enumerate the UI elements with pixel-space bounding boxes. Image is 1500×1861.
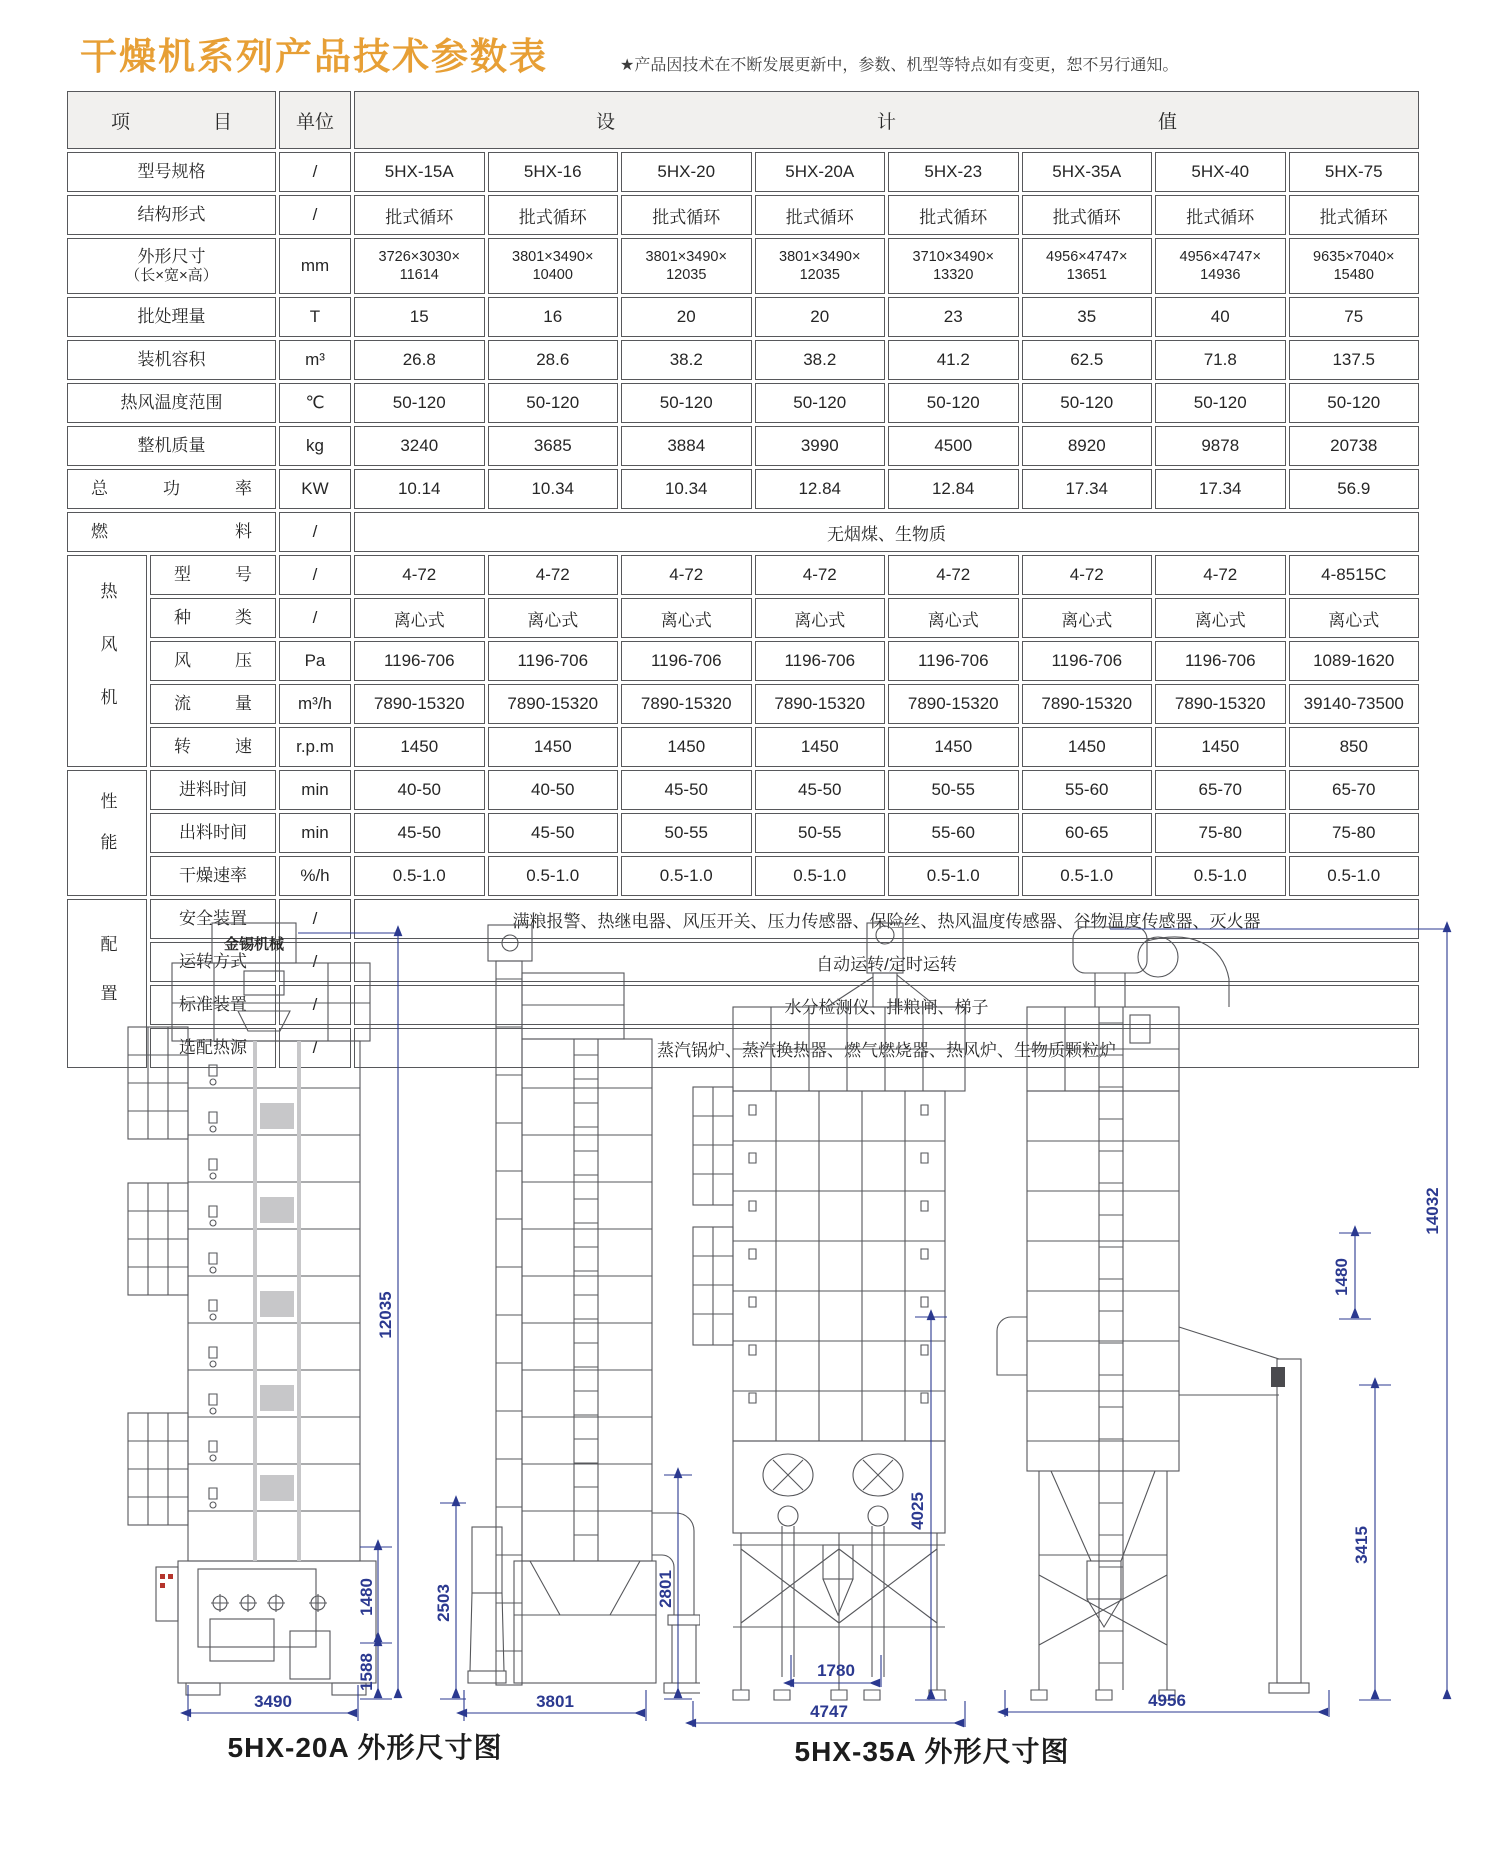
- span-value-cell: 满粮报警、热继电器、风压开关、压力传感器、保险丝、热风温度传感器、谷物温度传感器、灭火器: [354, 899, 1419, 939]
- value-cell: 1450: [1022, 727, 1153, 767]
- value-cell: 16: [488, 297, 619, 337]
- value-cell: 9878: [1155, 426, 1286, 466]
- value-cell: 1196-706: [621, 641, 752, 681]
- value-cell: 1450: [755, 727, 886, 767]
- span-value-cell: 无烟煤、生物质: [354, 512, 1419, 552]
- value-cell: 9635×7040× 15480: [1289, 238, 1420, 294]
- spec-row: [67, 727, 1419, 767]
- unit-cell: ℃: [279, 383, 351, 423]
- value-cell: 5HX-23: [888, 152, 1019, 192]
- value-cell: 71.8: [1155, 340, 1286, 380]
- value-cell: 55-60: [888, 813, 1019, 853]
- unit-cell: /: [279, 555, 351, 595]
- spec-row: [67, 684, 1419, 724]
- value-cell: 5HX-20A: [755, 152, 886, 192]
- dim-1480: 1480: [357, 1578, 376, 1616]
- value-cell: 1450: [621, 727, 752, 767]
- row-label-cell: 外形尺寸 （长×宽×高）: [67, 238, 276, 294]
- value-cell: 0.5-1.0: [1022, 856, 1153, 896]
- spec-row: [67, 512, 1419, 552]
- spec-header-row: [67, 91, 1419, 149]
- value-cell: 4-72: [888, 555, 1019, 595]
- value-cell: 12.84: [755, 469, 886, 509]
- unit-cell: %/h: [279, 856, 351, 896]
- unit-cell: /: [279, 152, 351, 192]
- value-cell: 41.2: [888, 340, 1019, 380]
- row-label-cell: 转 速: [150, 727, 276, 767]
- unit-cell: KW: [279, 469, 351, 509]
- value-cell: 20: [755, 297, 886, 337]
- unit-cell: mm: [279, 238, 351, 294]
- spec-row: [67, 426, 1419, 466]
- value-cell: 45-50: [354, 813, 485, 853]
- dim-3415: 3415: [1352, 1526, 1371, 1564]
- spec-row: [67, 555, 1419, 595]
- value-cell: 1450: [354, 727, 485, 767]
- value-cell: 62.5: [1022, 340, 1153, 380]
- value-cell: 7890-15320: [1155, 684, 1286, 724]
- value-cell: 1450: [488, 727, 619, 767]
- unit-cell: min: [279, 813, 351, 853]
- value-cell: 55-60: [1022, 770, 1153, 810]
- row-label-cell: 结构形式: [67, 195, 276, 235]
- value-cell: 3990: [755, 426, 886, 466]
- value-cell: 35: [1022, 297, 1153, 337]
- value-cell: 39140-73500: [1289, 684, 1420, 724]
- value-cell: 65-70: [1289, 770, 1420, 810]
- unit-cell: /: [279, 598, 351, 638]
- row-label-cell: 干燥速率: [150, 856, 276, 896]
- spec-row: [67, 641, 1419, 681]
- value-cell: 56.9: [1289, 469, 1420, 509]
- row-label-cell: 流 量: [150, 684, 276, 724]
- value-cell: 4-8515C: [1289, 555, 1420, 595]
- value-cell: 38.2: [755, 340, 886, 380]
- value-cell: 17.34: [1155, 469, 1286, 509]
- value-cell: 45-50: [755, 770, 886, 810]
- value-cell: 1196-706: [888, 641, 1019, 681]
- value-cell: 50-120: [1289, 383, 1420, 423]
- spec-row: [67, 297, 1419, 337]
- value-cell: 4-72: [1022, 555, 1153, 595]
- value-cell: 40: [1155, 297, 1286, 337]
- unit-cell: /: [279, 512, 351, 552]
- spec-row: [67, 770, 1419, 810]
- value-cell: 7890-15320: [621, 684, 752, 724]
- dim-width-3801: 3801: [536, 1692, 574, 1711]
- value-cell: 26.8: [354, 340, 485, 380]
- value-cell: 3884: [621, 426, 752, 466]
- value-cell: 38.2: [621, 340, 752, 380]
- spec-row: [67, 195, 1419, 235]
- value-cell: 1196-706: [1155, 641, 1286, 681]
- value-cell: 0.5-1.0: [888, 856, 1019, 896]
- value-cell: 20738: [1289, 426, 1420, 466]
- value-cell: 批式循环: [1289, 195, 1420, 235]
- dim-1588: 1588: [357, 1653, 376, 1691]
- dim-height-12035: 12035: [376, 1291, 395, 1339]
- spec-row: [67, 383, 1419, 423]
- value-cell: 50-120: [354, 383, 485, 423]
- value-cell: 离心式: [1022, 598, 1153, 638]
- value-cell: 45-50: [621, 770, 752, 810]
- value-cell: 7890-15320: [488, 684, 619, 724]
- header-unit: 单位: [279, 91, 351, 149]
- spec-row: [67, 469, 1419, 509]
- value-cell: 45-50: [488, 813, 619, 853]
- unit-cell: T: [279, 297, 351, 337]
- dim-width-3490: 3490: [254, 1692, 292, 1711]
- value-cell: 批式循环: [1155, 195, 1286, 235]
- value-cell: 1196-706: [488, 641, 619, 681]
- value-cell: 4956×4747× 14936: [1155, 238, 1286, 294]
- row-label-cell: 整机质量: [67, 426, 276, 466]
- value-cell: 65-70: [1155, 770, 1286, 810]
- value-cell: 8920: [1022, 426, 1153, 466]
- value-cell: 15: [354, 297, 485, 337]
- brand-label: 金锡机械: [223, 936, 285, 953]
- unit-cell: /: [279, 195, 351, 235]
- value-cell: 17.34: [1022, 469, 1153, 509]
- value-cell: 50-120: [1022, 383, 1153, 423]
- value-cell: 75-80: [1155, 813, 1286, 853]
- row-label-cell: 运转方式: [150, 942, 276, 982]
- value-cell: 批式循环: [488, 195, 619, 235]
- value-cell: 5HX-16: [488, 152, 619, 192]
- value-cell: 4-72: [755, 555, 886, 595]
- unit-cell: /: [279, 985, 351, 1025]
- row-label-cell: 种 类: [150, 598, 276, 638]
- value-cell: 3685: [488, 426, 619, 466]
- value-cell: 0.5-1.0: [488, 856, 619, 896]
- value-cell: 0.5-1.0: [1155, 856, 1286, 896]
- value-cell: 75: [1289, 297, 1420, 337]
- value-cell: 3801×3490× 12035: [755, 238, 886, 294]
- front-view-35a: [693, 923, 965, 1700]
- value-cell: 0.5-1.0: [1289, 856, 1420, 896]
- caption-5hx35a: 5HX-35A 外形尺寸图: [794, 1736, 1070, 1767]
- value-cell: 批式循环: [354, 195, 485, 235]
- value-cell: 离心式: [888, 598, 1019, 638]
- value-cell: 4-72: [354, 555, 485, 595]
- value-cell: 4956×4747× 13651: [1022, 238, 1153, 294]
- unit-cell: /: [279, 942, 351, 982]
- side-view-35a: [997, 927, 1309, 1700]
- value-cell: 离心式: [755, 598, 886, 638]
- page-title: 干燥机系列产品技术参数表: [80, 36, 548, 77]
- spec-row: [67, 813, 1419, 853]
- value-cell: 离心式: [1289, 598, 1420, 638]
- group-label-cell: 热风机: [67, 555, 147, 767]
- value-cell: 离心式: [488, 598, 619, 638]
- value-cell: 3801×3490× 12035: [621, 238, 752, 294]
- value-cell: 离心式: [621, 598, 752, 638]
- row-label-cell: 型 号: [150, 555, 276, 595]
- value-cell: 5HX-40: [1155, 152, 1286, 192]
- value-cell: 40-50: [488, 770, 619, 810]
- drawing-5hx20a: [60, 915, 700, 1760]
- row-label-cell: 安全装置: [150, 899, 276, 939]
- group-label-cell: 性能: [67, 770, 147, 896]
- dim-4025: 4025: [908, 1492, 927, 1530]
- value-cell: 离心式: [354, 598, 485, 638]
- unit-cell: kg: [279, 426, 351, 466]
- value-cell: 50-55: [755, 813, 886, 853]
- value-cell: 1450: [888, 727, 1019, 767]
- spec-row: [67, 152, 1419, 192]
- value-cell: 1196-706: [354, 641, 485, 681]
- caption-5hx20a: 5HX-20A 外形尺寸图: [227, 1732, 503, 1763]
- disclaimer-note: ★产品因技术在不断发展更新中，参数、机型等特点如有变更，恕不另行通知。: [620, 57, 1179, 74]
- value-cell: 0.5-1.0: [354, 856, 485, 896]
- value-cell: 4-72: [488, 555, 619, 595]
- value-cell: 5HX-75: [1289, 152, 1420, 192]
- value-cell: 10.34: [488, 469, 619, 509]
- value-cell: 50-120: [1155, 383, 1286, 423]
- value-cell: 0.5-1.0: [755, 856, 886, 896]
- value-cell: 3710×3490× 13320: [888, 238, 1019, 294]
- value-cell: 3726×3030× 11614: [354, 238, 485, 294]
- dim-width-4747: 4747: [810, 1702, 848, 1721]
- row-label-cell: 热风温度范围: [67, 383, 276, 423]
- unit-cell: m³: [279, 340, 351, 380]
- value-cell: 50-120: [488, 383, 619, 423]
- value-cell: 50-120: [621, 383, 752, 423]
- unit-cell: r.p.m: [279, 727, 351, 767]
- row-label-cell: 型号规格: [67, 152, 276, 192]
- spec-row: [67, 856, 1419, 896]
- value-cell: 20: [621, 297, 752, 337]
- value-cell: 137.5: [1289, 340, 1420, 380]
- value-cell: 批式循环: [755, 195, 886, 235]
- dim-1480: 1480: [1332, 1258, 1351, 1296]
- spec-row: [67, 598, 1419, 638]
- dim-width-4956: 4956: [1148, 1691, 1186, 1710]
- dim-2503: 2503: [434, 1584, 453, 1622]
- value-cell: 7890-15320: [888, 684, 1019, 724]
- value-cell: 50-55: [621, 813, 752, 853]
- value-cell: 40-50: [354, 770, 485, 810]
- group-label-cell: 配置: [67, 899, 147, 1068]
- value-cell: 0.5-1.0: [621, 856, 752, 896]
- row-label-cell: 出料时间: [150, 813, 276, 853]
- value-cell: 12.84: [888, 469, 1019, 509]
- unit-cell: /: [279, 899, 351, 939]
- value-cell: 75-80: [1289, 813, 1420, 853]
- value-cell: 7890-15320: [755, 684, 886, 724]
- value-cell: 850: [1289, 727, 1420, 767]
- value-cell: 50-120: [755, 383, 886, 423]
- value-cell: 1196-706: [1022, 641, 1153, 681]
- value-cell: 3801×3490× 10400: [488, 238, 619, 294]
- control-panel-leds: [160, 1574, 173, 1588]
- value-cell: 50-55: [888, 770, 1019, 810]
- span-value-cell: 水分检测仪、排粮闸、梯子: [354, 985, 1419, 1025]
- header-design-value: 设 计 值: [354, 91, 1419, 149]
- value-cell: 1196-706: [755, 641, 886, 681]
- spec-row: [67, 340, 1419, 380]
- value-cell: 10.34: [621, 469, 752, 509]
- dim-2801: 2801: [656, 1570, 675, 1608]
- row-label-cell: 风 压: [150, 641, 276, 681]
- span-value-cell: 自动运转/定时运转: [354, 942, 1419, 982]
- value-cell: 4500: [888, 426, 1019, 466]
- row-label-cell: 批处理量: [67, 297, 276, 337]
- value-cell: 50-120: [888, 383, 1019, 423]
- row-label-cell: 总 功 率: [67, 469, 276, 509]
- value-cell: 3240: [354, 426, 485, 466]
- value-cell: 28.6: [488, 340, 619, 380]
- value-cell: 1089-1620: [1289, 641, 1420, 681]
- value-cell: 4-72: [621, 555, 752, 595]
- unit-cell: m³/h: [279, 684, 351, 724]
- unit-cell: min: [279, 770, 351, 810]
- value-cell: 60-65: [1022, 813, 1153, 853]
- value-cell: 7890-15320: [354, 684, 485, 724]
- span-value-cell: 蒸汽锅炉、蒸汽换热器、燃气燃烧器、热风炉、生物质颗粒炉: [354, 1028, 1419, 1068]
- unit-cell: /: [279, 1028, 351, 1068]
- value-cell: 4-72: [1155, 555, 1286, 595]
- spec-row: [67, 238, 1419, 294]
- dim-1780: 1780: [817, 1661, 855, 1680]
- value-cell: 5HX-15A: [354, 152, 485, 192]
- value-cell: 1450: [1155, 727, 1286, 767]
- dim-height-14032: 14032: [1423, 1187, 1442, 1235]
- value-cell: 离心式: [1155, 598, 1286, 638]
- value-cell: 5HX-35A: [1022, 152, 1153, 192]
- value-cell: 批式循环: [888, 195, 1019, 235]
- row-label-cell: 装机容积: [67, 340, 276, 380]
- value-cell: 7890-15320: [1022, 684, 1153, 724]
- value-cell: 批式循环: [1022, 195, 1153, 235]
- value-cell: 批式循环: [621, 195, 752, 235]
- header-item: 项 目: [67, 91, 276, 149]
- front-view-20a: [128, 923, 376, 1695]
- row-label-cell: 进料时间: [150, 770, 276, 810]
- drawing-5hx35a: [675, 915, 1485, 1760]
- value-cell: 5HX-20: [621, 152, 752, 192]
- unit-cell: Pa: [279, 641, 351, 681]
- row-label-cell: 燃 料: [67, 512, 276, 552]
- value-cell: 10.14: [354, 469, 485, 509]
- row-label-cell: 选配热源: [150, 1028, 276, 1068]
- value-cell: 23: [888, 297, 1019, 337]
- row-label-cell: 标准装置: [150, 985, 276, 1025]
